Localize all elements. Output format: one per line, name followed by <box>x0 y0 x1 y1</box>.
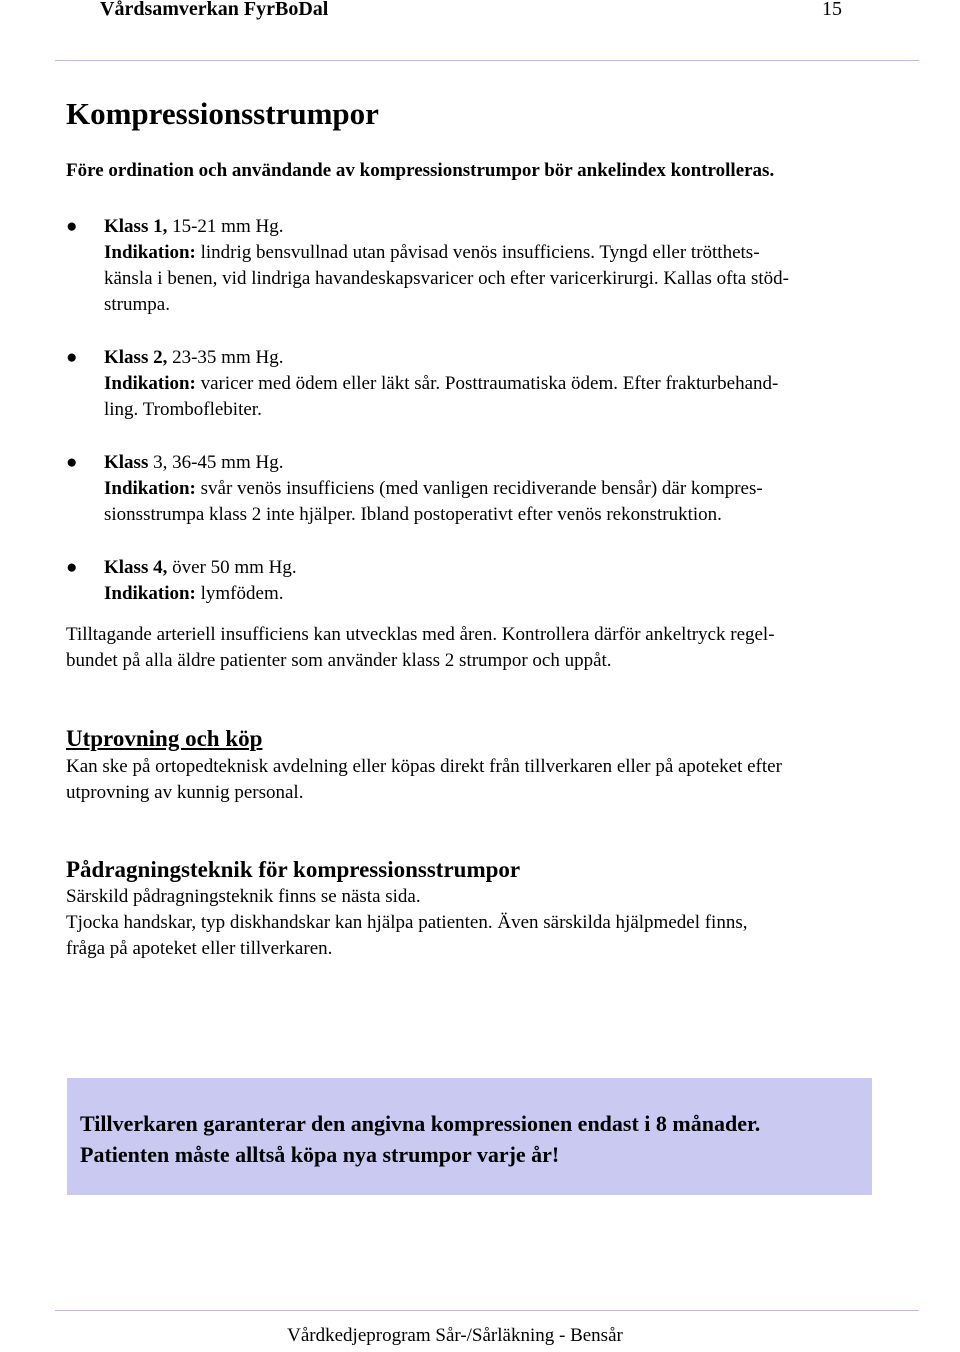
paragraph-line: fråga på apoteket eller tillverkaren. <box>66 938 333 959</box>
arterial-note <box>66 622 866 674</box>
compression-class-list <box>66 214 866 607</box>
indication-text: lindrig bensvullnad utan påvisad venös insufficiens. Tyngd eller trötthets- <box>195 242 760 263</box>
class-pressure: 15-21 mm Hg. <box>167 216 284 237</box>
fitting-text <box>66 754 866 806</box>
notice-line: Tillverkaren garanterar den angivna kompressionen endast i 8 månader. <box>80 1111 761 1136</box>
list-item-class-1 <box>66 214 866 318</box>
class-pressure: 3, 36-45 mm Hg. <box>148 452 284 473</box>
class-label: Klass <box>104 452 149 473</box>
indication-text: ling. Tromboflebiter. <box>104 399 262 420</box>
indication-text: sionsstrumpa klass 2 inte hjälper. Ibland postoperativt efter venös rekonstruktion. <box>104 504 722 525</box>
notice-text <box>80 1108 760 1170</box>
list-item-class-4 <box>66 555 866 607</box>
class-pressure: 23-35 mm Hg. <box>167 347 284 368</box>
indication-text: känsla i benen, vid lindriga havandeskapsvaricer och efter varicerkirurgi. Kallas ofta stöd- <box>104 268 789 289</box>
paragraph-line: Kan ske på ortopedteknisk avdelning eller köpas direkt från tillverkaren eller på apoteket efter <box>66 756 782 777</box>
class-label: Klass 4, <box>104 557 168 578</box>
donning-text <box>66 884 866 962</box>
class-label: Klass 2, <box>104 347 168 368</box>
indication-text: svår venös insufficiens (med vanligen recidiverande bensår) där kompres- <box>195 478 763 499</box>
header-divider <box>55 60 919 61</box>
indication-label: Indikation: <box>104 478 196 499</box>
bullet-icon: ● <box>66 216 78 237</box>
bullet-icon: ● <box>66 347 78 368</box>
notice-box <box>67 1078 872 1195</box>
footer-divider <box>55 1310 919 1311</box>
footer-text: Vårdkedjeprogram Sår-/Sårläkning - Bensår <box>287 1325 623 1346</box>
indication-text: strumpa. <box>104 294 170 315</box>
indication-label: Indikation: <box>104 373 196 394</box>
header-title: Vårdsamverkan FyrBoDal <box>100 0 329 20</box>
section-heading-donning: Pådragningsteknik för kompressionsstrumpor <box>66 857 521 882</box>
page-title: Kompressionsstrumpor <box>66 96 379 131</box>
intro-text: Före ordination och användande av kompressionstrumpor bör ankelindex kontrolleras. <box>66 160 775 181</box>
class-pressure: över 50 mm Hg. <box>167 557 297 578</box>
paragraph-line: Tjocka handskar, typ diskhandskar kan hjälpa patienten. Även särskilda hjälpmedel finns, <box>66 912 748 933</box>
list-item-class-3 <box>66 450 866 528</box>
paragraph-line: Särskild pådragningsteknik finns se nästa sida. <box>66 886 421 907</box>
section-heading-fitting: Utprovning och köp <box>66 726 263 751</box>
class-label: Klass 1, <box>104 216 168 237</box>
notice-line: Patienten måste alltså köpa nya strumpor varje år! <box>80 1142 560 1167</box>
indication-label: Indikation: <box>104 583 196 604</box>
indication-text: varicer med ödem eller läkt sår. Posttraumatiska ödem. Efter frakturbehand- <box>195 373 779 394</box>
paragraph-line: bundet på alla äldre patienter som använder klass 2 strumpor och uppåt. <box>66 650 612 671</box>
paragraph-line: Tilltagande arteriell insufficiens kan utvecklas med åren. Kontrollera därför ankeltryck regel- <box>66 624 775 645</box>
bullet-icon: ● <box>66 452 78 473</box>
indication-label: Indikation: <box>104 242 196 263</box>
page-number: 15 <box>822 0 842 20</box>
bullet-icon: ● <box>66 557 78 578</box>
paragraph-line: utprovning av kunnig personal. <box>66 782 304 803</box>
list-item-class-2 <box>66 345 866 423</box>
indication-text: lymfödem. <box>195 583 284 604</box>
